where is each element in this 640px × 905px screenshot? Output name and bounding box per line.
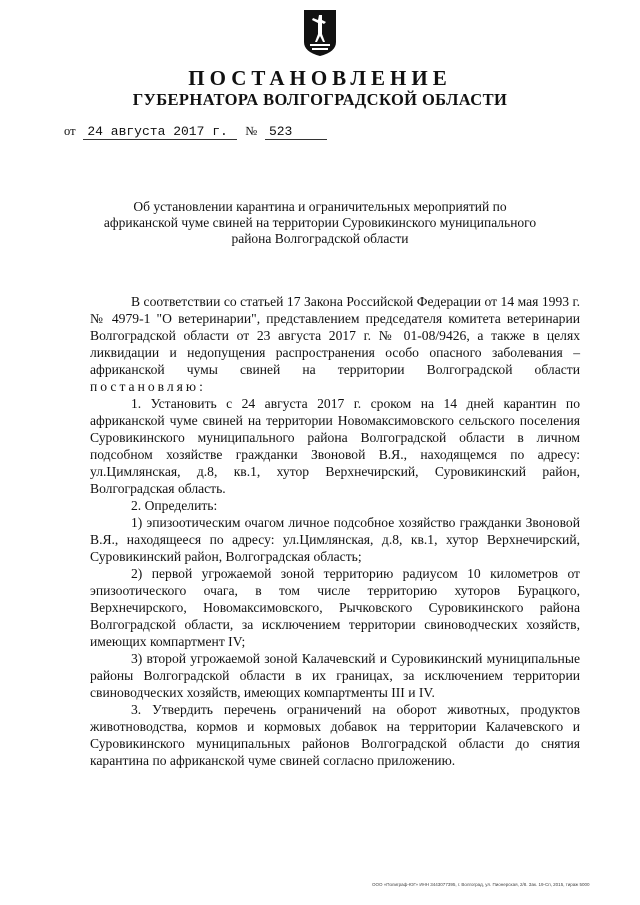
date-number-line (64, 124, 327, 140)
paragraph-3: 3. Утвердить перечень ограничений на оборот животных, продуктов животноводства, кормов и кормовых добавок на территории Калачевского и Суровикинского муниципальных районов Волгоградской области до снятия карантина по африканской чуме свиней согласно приложению. (90, 702, 580, 768)
paragraph-1: 1. Установить с 24 августа 2017 г. сроком на 14 дней карантин по африканской чуме свиней на территории Новомаксимовского сельского поселения Суровикинского муниципального района Волгоградской области в личном подсобном хозяйстве гражданки Звоновой В.Я., находящемся по адресу: ул.Цимлянская, д.8, кв.1, хутор Верхнечирский, Суровикинский район, Волгоградская область. (90, 396, 580, 496)
resolve-word: постановляю: (90, 379, 206, 394)
document-number: 523 (265, 124, 327, 140)
preamble-text: В соответствии со статьей 17 Закона Российской Федерации от 14 мая 1993 г. № 4979-1 "О ветеринарии", представлением председателя комитета ветеринарии Волгоградской области от 23 августа 2017 г. № 01-08/9426, а также в целях ликвидации и недопущения распространения особо опасного заболевания – африканской чумы свиней на территории Волгоградской области (90, 294, 580, 377)
document-date: 24 августа 2017 г. (83, 124, 237, 140)
paragraph-preamble (90, 293, 580, 395)
date-label: от (64, 124, 76, 138)
page-title: ПОСТАНОВЛЕНИЕ (188, 66, 452, 90)
number-label: № (245, 124, 258, 138)
paragraph-2-2: 2) первой угрожаемой зоной территорию радиусом 10 километров от эпизоотического очага, в том числе территорию хуторов Бурацкого, Верхнечирского, Новомаксимовского, Рычковского Суровикинского района Волгоградской области, за исключением территории свиноводческих хозяйств, имеющих компартмент IV; (90, 566, 580, 649)
printer-footer: ООО «Полиграф-ЮГ» ИНН 3443077395, г. Волгоград, ул. Пионерская, 2/8. Зак. 19-Сп, 2015, тираж 5000 (372, 882, 590, 887)
document-body (90, 293, 580, 769)
page-subtitle: ГУБЕРНАТОРА ВОЛГОГРАДСКОЙ ОБЛАСТИ (132, 90, 508, 109)
paragraph-2: 2. Определить: (131, 498, 218, 513)
coat-of-arms-icon (302, 8, 338, 58)
paragraph-2-3: 3) второй угрожаемой зоной Калачевский и Суровикинский муниципальные районы Волгоградской области в их границах, за исключением территории свиноводческих хозяйств, имеющих компартменты III и IV. (90, 651, 580, 700)
document-title: Об установлении карантина и ограничительных мероприятий по африканской чуме свиней на территории Суровикинского муниципального района Волгоградской области (103, 199, 537, 246)
paragraph-2-1: 1) эпизоотическим очагом личное подсобное хозяйство гражданки Звоновой В.Я., находящееся по адресу: ул.Цимлянская, д.8, кв.1, хутор Верхнечирский, Суровикинский район, Волгоградская область; (90, 515, 580, 564)
